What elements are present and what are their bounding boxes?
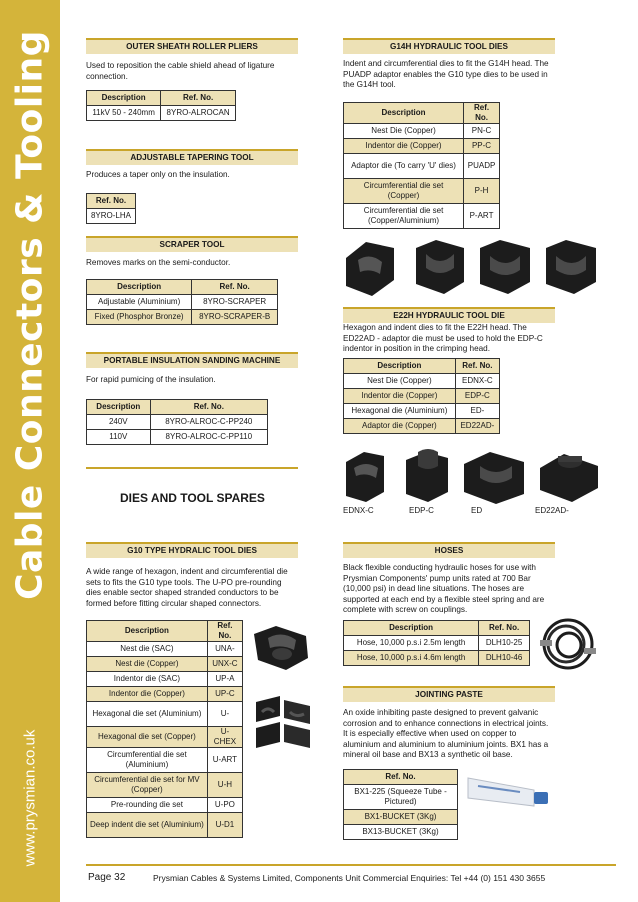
table-row: Adaptor die (To carry 'U' dies) PUADP [344,154,500,179]
table-row: Nest Die (Copper) PN-C [344,124,500,139]
g14h-table [343,102,500,229]
table-row: 110V 8YRO-ALROC-C-PP110 [87,430,268,445]
g10-text: A wide range of hexagon, indent and circumferential die sets to fits the G10 type tools. The U-PO pre-rounding dies enable sector shaped stranded conductors to be formed before fitting circular shaped connectors. [86,567,288,608]
g10-table [86,620,243,838]
col-ref: Ref. No. [207,621,242,642]
caption-ednx: EDNX-C [343,506,374,515]
caption-edp: EDP-C [409,506,434,515]
table-row: 240V 8YRO-ALROC-C-PP240 [87,415,268,430]
table-row: Hose, 10,000 p.s.i 2.5m length DLH10-25 [344,636,530,651]
tapering-heading: ADJUSTABLE TAPERING TOOL [86,149,298,165]
table-row: Fixed (Phosphor Bronze) 8YRO-SCRAPER-B [87,310,278,325]
scraper-table [86,279,278,325]
col-ref: Ref. No. [161,91,236,106]
page-number: Page 32 [88,872,126,883]
e22h-text: Hexagon and indent dies to fit the E22H head. The ED22AD - adaptor die must be used to hold the EDP-C indentor in position in the crimping head. [343,323,543,354]
e22h-dies-photo [340,444,605,506]
table-row: 8YRO-LHA [87,209,136,224]
website-url[interactable]: www.prysmian.co.uk [21,729,39,867]
col-ref: Ref. No. [87,194,136,209]
table-row: Hexagonal die (Aluminium) ED- [344,404,500,419]
col-ref: Ref. No. [479,621,530,636]
g10-hexagonal-die-photo [252,692,314,752]
outer-sheath-heading: OUTER SHEATH ROLLER PLIERS [86,38,298,54]
outer-sheath-text: Used to reposition the cable shield ahead of ligature connection. [86,61,275,81]
table-row: Nest die (SAC) UNA- [87,642,243,657]
footer-text: Prysmian Cables & Systems Limited, Components Unit Commercial Enquiries: Tel +44 (0) 151 430 3655 [153,873,546,883]
table-row: Pre-rounding die set U-PO [87,798,243,813]
hoses-heading: HOSES [343,542,555,558]
hoses-text: Black flexible conducting hydraulic hoses for use with Prysmian Components' pump units rated at 700 Bar (10,000 psi) in dead line situations. The hoses are supported at each end by a flexible steel spring and are complete with screw on couplings. [343,563,545,615]
table-row: Adaptor die (Copper) ED22AD- [344,419,500,434]
table-row: Indentor die (SAC) UP-A [87,672,243,687]
table-row: Hexagonal die set (Aluminium) U- [87,702,243,727]
g14h-dies-photo [340,234,605,304]
table-row: Adjustable (Aluminium) 8YRO-SCRAPER [87,295,278,310]
outer-sheath-table [86,90,236,121]
col-description: Description [344,103,464,124]
col-description: Description [344,621,479,636]
table-row: Hose, 10,000 p.s.i 4.6m length DLH10-46 [344,651,530,666]
g14h-heading: G14H HYDRAULIC TOOL DIES [343,38,555,54]
g10-heading: G10 TYPE HYDRALIC TOOL DIES [86,542,298,558]
dies-section-title: DIES AND TOOL SPARES [120,491,265,505]
table-row: BX1-BUCKET (3Kg) [344,810,458,825]
sanding-table [86,399,268,445]
table-row: Indentor die (Copper) EDP-C [344,389,500,404]
col-description: Description [87,621,208,642]
col-description: Description [87,91,161,106]
col-description: Description [87,280,192,295]
table-row: Circumferential die set (Copper) P-H [344,179,500,204]
table-row: Circumferential die set for MV (Copper) U-H [87,773,243,798]
col-ref: Ref. No. [464,103,500,124]
table-row: Nest die (Copper) UNX-C [87,657,243,672]
g14h-text: Indent and circumferential dies to fit the G14H head. The PUADP adaptor enables the G10 type dies to be used in the G14H tool. [343,59,549,90]
sidebar-title: Cable Connectors & Tooling [9,30,51,600]
table-row: Indentor die (Copper) PP-C [344,139,500,154]
paste-table [343,769,458,840]
footer-rule [86,864,616,866]
table-row: 11kV 50 - 240mm 8YRO-ALROCAN [87,106,236,121]
sanding-heading: PORTABLE INSULATION SANDING MACHINE [86,352,298,368]
paste-tube-photo [462,770,554,814]
tapering-table [86,193,136,224]
col-ref: Ref. No. [192,280,278,295]
tapering-text: Produces a taper only on the insulation. [86,170,230,179]
section-divider [86,467,298,469]
e22h-table [343,358,500,434]
sidebar-band [0,0,60,902]
table-row: Deep indent die set (Aluminium) U-D1 [87,813,243,838]
caption-ed22ad: ED22AD- [535,506,569,515]
paste-text: An oxide inhibiting paste designed to prevent galvanic corrosion and to enhance connections in electrical joints. It is especially effective when used on copper to aluminium and aluminium to aluminium joints. BX1 has a mineral oil base and BX13 a synthetic oil base. [343,708,549,760]
col-ref: Ref. No. [455,359,499,374]
hoses-table [343,620,530,666]
caption-ed: ED [471,506,483,515]
scraper-heading: SCRAPER TOOL [86,236,298,252]
table-row: Hexagonal die set (Copper) U-CHEX [87,727,243,748]
col-ref: Ref. No. [150,400,267,415]
table-row: Circumferential die set (Copper/Aluminium) P-ART [344,204,500,229]
g10-nest-die-photo [248,620,314,676]
col-description: Description [344,359,456,374]
col-description: Description [87,400,151,415]
col-ref: Ref. No. [344,770,458,785]
table-row: BX13-BUCKET (3Kg) [344,825,458,840]
paste-heading: JOINTING PASTE [343,686,555,702]
e22h-heading: E22H HYDRAULIC TOOL DIE [343,307,555,323]
sanding-text: For rapid pumicing of the insulation. [86,375,216,384]
table-row: Circumferential die set (Aluminium) U-ART [87,748,243,773]
table-row: BX1-225 (Squeeze Tube - Pictured) [344,785,458,810]
table-row: Indentor die (Copper) UP-C [87,687,243,702]
scraper-text: Removes marks on the semi-conductor. [86,258,231,267]
table-row: Nest Die (Copper) EDNX-C [344,374,500,389]
hose-photo [536,614,600,674]
